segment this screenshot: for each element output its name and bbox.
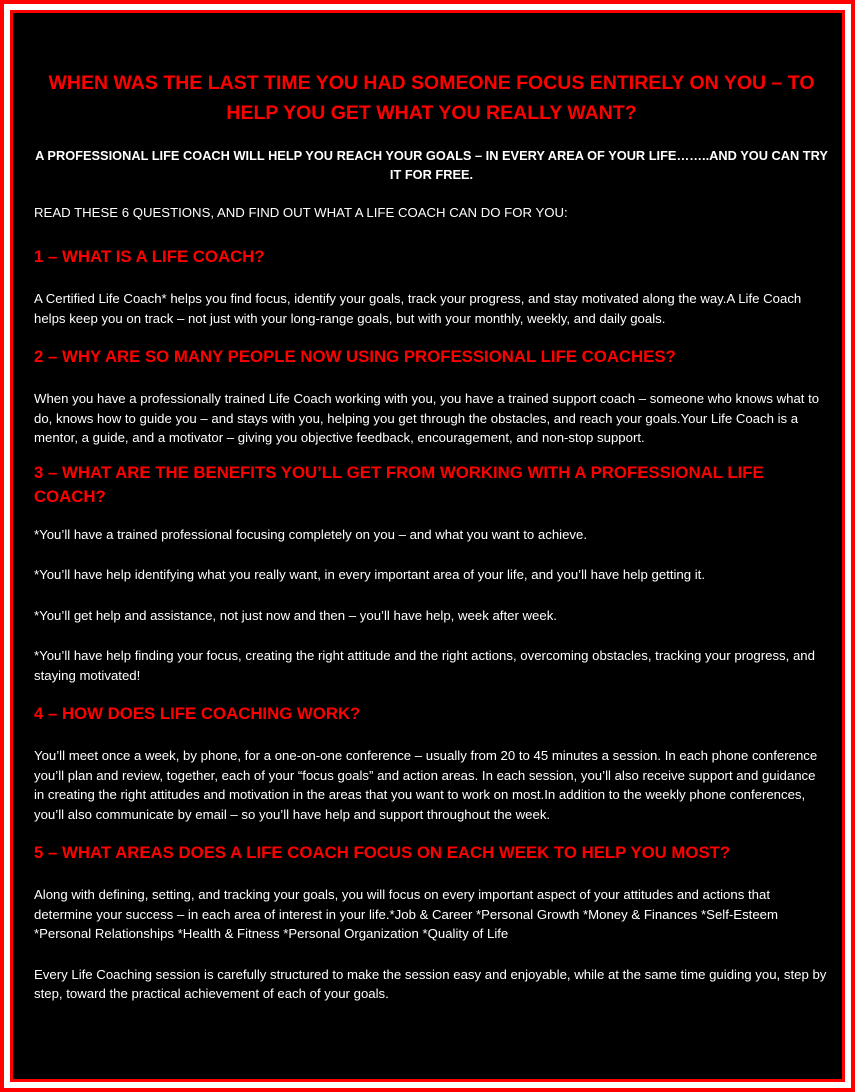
question-2-heading: 2 – WHY ARE SO MANY PEOPLE NOW USING PROFESSIONAL LIFE COACHES? — [34, 347, 676, 366]
subheadline: A PROFESSIONAL LIFE COACH WILL HELP YOU REACH YOUR GOALS – IN EVERY AREA OF YOUR LIFE……..AND YOU CAN TRY IT FOR FREE. — [35, 148, 828, 182]
benefit-item: *You’ll have a trained professional focusing completely on you – and what you want to achieve. — [34, 526, 588, 542]
closing-paragraph: Every Life Coaching session is carefully structured to make the session easy and enjoyable, while at the same time guiding you, step by step, toward the practical achievement of each of your goals. — [34, 966, 827, 1001]
headline: WHEN WAS THE LAST TIME YOU HAD SOMEONE FOCUS ENTIRELY ON YOU – TO HELP YOU GET WHAT YOU REALLY WANT? — [48, 72, 815, 124]
question-3-heading: 3 – WHAT ARE THE BENEFITS YOU’LL GET FROM WORKING WITH A PROFESSIONAL LIFE COACH? — [34, 462, 764, 506]
benefit-item: *You’ll have help finding your focus, creating the right attitude and the right actions, overcoming obstacles, tracking your progress, and staying motivated! — [34, 648, 815, 683]
flyer-panel — [10, 10, 845, 1082]
question-1-body: A Certified Life Coach* helps you find focus, identify your goals, track your progress, and stay motivated along the way.A Life Coach helps keep you on track – not just with your long-range goals, but with your monthly, weekly, and daily goals. — [34, 291, 802, 326]
benefit-item: *You’ll get help and assistance, not just now and then – you’ll have help, week after week. — [34, 607, 557, 623]
question-1-heading: 1 – WHAT IS A LIFE COACH? — [34, 247, 265, 266]
question-4-body: You’ll meet once a week, by phone, for a one-on-one conference – usually from 20 to 45 minutes a session. In each phone conference you’ll plan and review, together, each of your “focus goals” and action areas. In each session, you’ll also receive support and guidance in creating the right attitudes and motivation in the areas that you want to work on most.In addition to the weekly phone conferences, you’ll also communicate by email – so you’ll have help and support throughout the week. — [34, 748, 818, 822]
benefit-item: *You’ll have help identifying what you really want, in every important area of your life, and you’ll have help getting it. — [34, 567, 706, 582]
question-5-body: Along with defining, setting, and tracking your goals, you will focus on every important aspect of your attitudes and actions that determine your success – in each area of interest in your life.*Job & Career *Personal Growth *Money & Finances *Self-Esteem *Personal Relationships *Health & Fitness *Personal Organization *Quality of Life — [34, 887, 778, 941]
question-4-heading: 4 – HOW DOES LIFE COACHING WORK? — [34, 704, 361, 723]
question-5-heading: 5 – WHAT AREAS DOES A LIFE COACH FOCUS ON EACH WEEK TO HELP YOU MOST? — [34, 843, 731, 862]
question-2-body: When you have a professionally trained Life Coach working with you, you have a trained support coach – someone who knows what to do, knows how to guide you – and stays with you, helping you get through the obstacles, and reach your goals.Your Life Coach is a mentor, a guide, and a motivator – giving you objective feedback, encouragement, and non-stop support. — [34, 391, 820, 445]
intro-text: READ THESE 6 QUESTIONS, AND FIND OUT WHAT A LIFE COACH CAN DO FOR YOU: — [34, 205, 568, 220]
flyer-content — [34, 13, 829, 1004]
